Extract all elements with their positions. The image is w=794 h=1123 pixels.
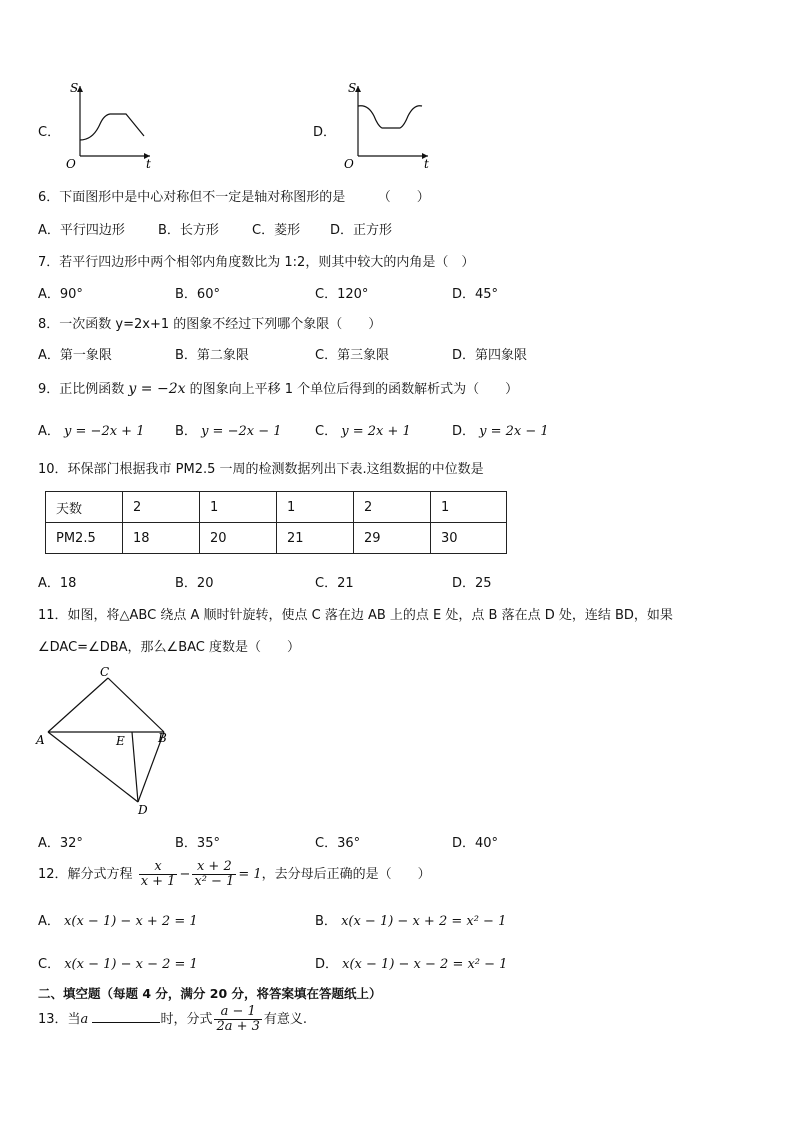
q12-option-c <box>38 953 198 972</box>
q10-option-a: A．18 <box>38 576 77 591</box>
q12-option-a <box>38 910 198 929</box>
graph-c-curve <box>80 114 144 140</box>
table-cell: 2 <box>123 492 200 523</box>
q9-stem-math: y = −2x <box>128 381 186 397</box>
graph-d-t-label: t <box>424 157 429 171</box>
table-cell: 29 <box>354 523 431 554</box>
q9-option-a-label: A． <box>38 424 60 439</box>
q9-stem-suffix: 的图象向上平移 1 个单位后得到的函数解析式为（ ） <box>189 382 519 397</box>
q8-option-c: C．第三象限 <box>315 348 390 363</box>
graph-d-curve <box>358 106 422 128</box>
q11-option-a: A．32° <box>38 836 83 851</box>
q9-option-c-math: y = 2x + 1 <box>341 424 411 439</box>
q12-equals: = 1 <box>238 867 262 882</box>
q9-option-d <box>452 420 549 439</box>
q9-option-b-label: B． <box>175 424 197 439</box>
graph-d <box>338 82 434 172</box>
q12-stem-suffix: ，去分母后正确的是（ ） <box>261 867 431 882</box>
q13-prefix: 13．当 <box>38 1012 81 1027</box>
q8-option-a: A．第一象限 <box>38 348 112 363</box>
q10-option-c: C．21 <box>315 576 354 591</box>
q8-option-d: D．第四象限 <box>452 348 528 363</box>
table-cell: 21 <box>277 523 354 554</box>
q8-stem: 8．一次函数 y=2x+1 的图象不经过下列哪个象限（ ） <box>38 317 382 332</box>
q13-fraction-numerator: a − 1 <box>214 1005 261 1020</box>
q12-option-a-label: A． <box>38 914 60 929</box>
q13-var: a <box>80 1012 89 1027</box>
q8-option-b: B．第二象限 <box>175 348 249 363</box>
q12-option-a-math: x(x − 1) − x + 2 = 1 <box>64 914 198 929</box>
q11-option-d: D．40° <box>452 836 499 851</box>
q9-option-a-math: y = −2x + 1 <box>64 424 145 439</box>
triangle-diagram <box>34 664 184 820</box>
q9-option-d-math: y = 2x − 1 <box>479 424 549 439</box>
q6-option-d: D．正方形 <box>330 223 393 238</box>
q12-fraction-2 <box>192 860 236 889</box>
q9-option-c <box>315 420 411 439</box>
table-cell: 30 <box>431 523 507 554</box>
q9-option-b <box>175 420 282 439</box>
q12-fraction-1 <box>139 860 178 889</box>
graph-d-origin: O <box>344 157 354 171</box>
table-cell: 1 <box>277 492 354 523</box>
q7-option-a: A．90° <box>38 287 83 302</box>
q12-fraction-2-denominator: x² − 1 <box>194 874 235 889</box>
q9-option-a <box>38 420 144 439</box>
q12-fraction-2-numerator: x + 2 <box>192 860 236 875</box>
segment-ac <box>48 678 108 732</box>
table-row <box>46 523 507 554</box>
q12-stem-prefix: 12．解分式方程 <box>38 867 133 882</box>
graph-c-s-label: S <box>70 82 79 95</box>
graph-c-origin: O <box>66 157 76 171</box>
q12-option-c-math: x(x − 1) − x − 2 = 1 <box>64 957 198 972</box>
q12-minus: − <box>179 867 191 882</box>
table-cell: 天数 <box>46 492 123 523</box>
q5-option-d-label: D． <box>313 125 337 140</box>
q10-option-b: B．20 <box>175 576 214 591</box>
q13-suffix: 有意义. <box>263 1012 308 1027</box>
q13-fraction <box>214 1005 261 1034</box>
point-a-label: A <box>36 733 45 747</box>
q6-option-c: C．菱形 <box>252 223 301 238</box>
point-b-label: B <box>158 731 167 745</box>
q6-option-b: B．长方形 <box>158 223 219 238</box>
q12-option-b-math: x(x − 1) − x + 2 = x² − 1 <box>341 914 507 929</box>
table-row <box>46 492 507 523</box>
table-cell: PM2.5 <box>46 523 123 554</box>
q12-option-b-label: B． <box>315 914 337 929</box>
q13-answer-blank[interactable] <box>92 1010 160 1023</box>
point-d-label: D <box>138 803 148 817</box>
q9-option-c-label: C． <box>315 424 338 439</box>
q9-stem-prefix: 9．正比例函数 <box>38 382 125 397</box>
graph-c-t-label: t <box>146 157 151 171</box>
q12-option-b <box>315 910 506 929</box>
q9-stem <box>38 378 518 397</box>
q12-option-d-label: D． <box>315 957 339 972</box>
q12-option-c-label: C． <box>38 957 61 972</box>
point-e-label: E <box>116 734 125 748</box>
section-heading: 二、填空题（每题 4 分，满分 20 分，将答案填在答题纸上） <box>38 986 382 1001</box>
q12-option-d <box>315 953 507 972</box>
pm25-table <box>45 491 507 554</box>
q12-fraction-1-numerator: x <box>139 860 178 875</box>
q11-stem-line2: ∠DAC=∠DBA，那么∠BAC 度数是（ ） <box>38 640 300 655</box>
q13-stem <box>38 1005 307 1034</box>
q12-fraction-1-denominator: x + 1 <box>140 874 176 889</box>
q11-stem-line1: 11．如图，将△ABC 绕点 A 顺时针旋转，使点 C 落在边 AB 上的点 E 处，点 B 落在点 D 处，连结 BD，如果 <box>38 608 673 623</box>
q7-option-d: D．45° <box>452 287 499 302</box>
table-cell: 18 <box>123 523 200 554</box>
segment-cb <box>108 678 164 732</box>
q7-option-c: C．120° <box>315 287 369 302</box>
q10-option-d: D．25 <box>452 576 492 591</box>
q7-stem: 7．若平行四边形中两个相邻内角度数比为 1:2，则其中较大的内角是（ ） <box>38 255 475 270</box>
graph-d-s-label: S <box>348 82 357 95</box>
q13-middle: 时，分式 <box>160 1012 213 1027</box>
q5-option-c-label: C． <box>38 125 61 140</box>
table-cell: 2 <box>354 492 431 523</box>
q10-stem: 10．环保部门根据我市 PM2.5 一周的检测数据列出下表.这组数据的中位数是 <box>38 462 484 477</box>
q12-option-d-math: x(x − 1) − x − 2 = x² − 1 <box>342 957 508 972</box>
q11-option-b: B．35° <box>175 836 220 851</box>
q7-option-b: B．60° <box>175 287 220 302</box>
graph-c <box>60 82 156 172</box>
segment-ed <box>132 732 138 802</box>
q11-option-c: C．36° <box>315 836 361 851</box>
q6-option-a: A．平行四边形 <box>38 223 125 238</box>
q12-stem <box>38 860 431 889</box>
q9-option-b-math: y = −2x − 1 <box>201 424 282 439</box>
q9-option-d-label: D． <box>452 424 476 439</box>
point-c-label: C <box>100 665 110 679</box>
table-cell: 1 <box>431 492 507 523</box>
table-cell: 1 <box>200 492 277 523</box>
q6-stem: 6．下面图形中是中心对称但不一定是轴对称图形的是 （ ） <box>38 190 430 205</box>
table-cell: 20 <box>200 523 277 554</box>
q13-fraction-denominator: 2a + 3 <box>216 1019 260 1034</box>
